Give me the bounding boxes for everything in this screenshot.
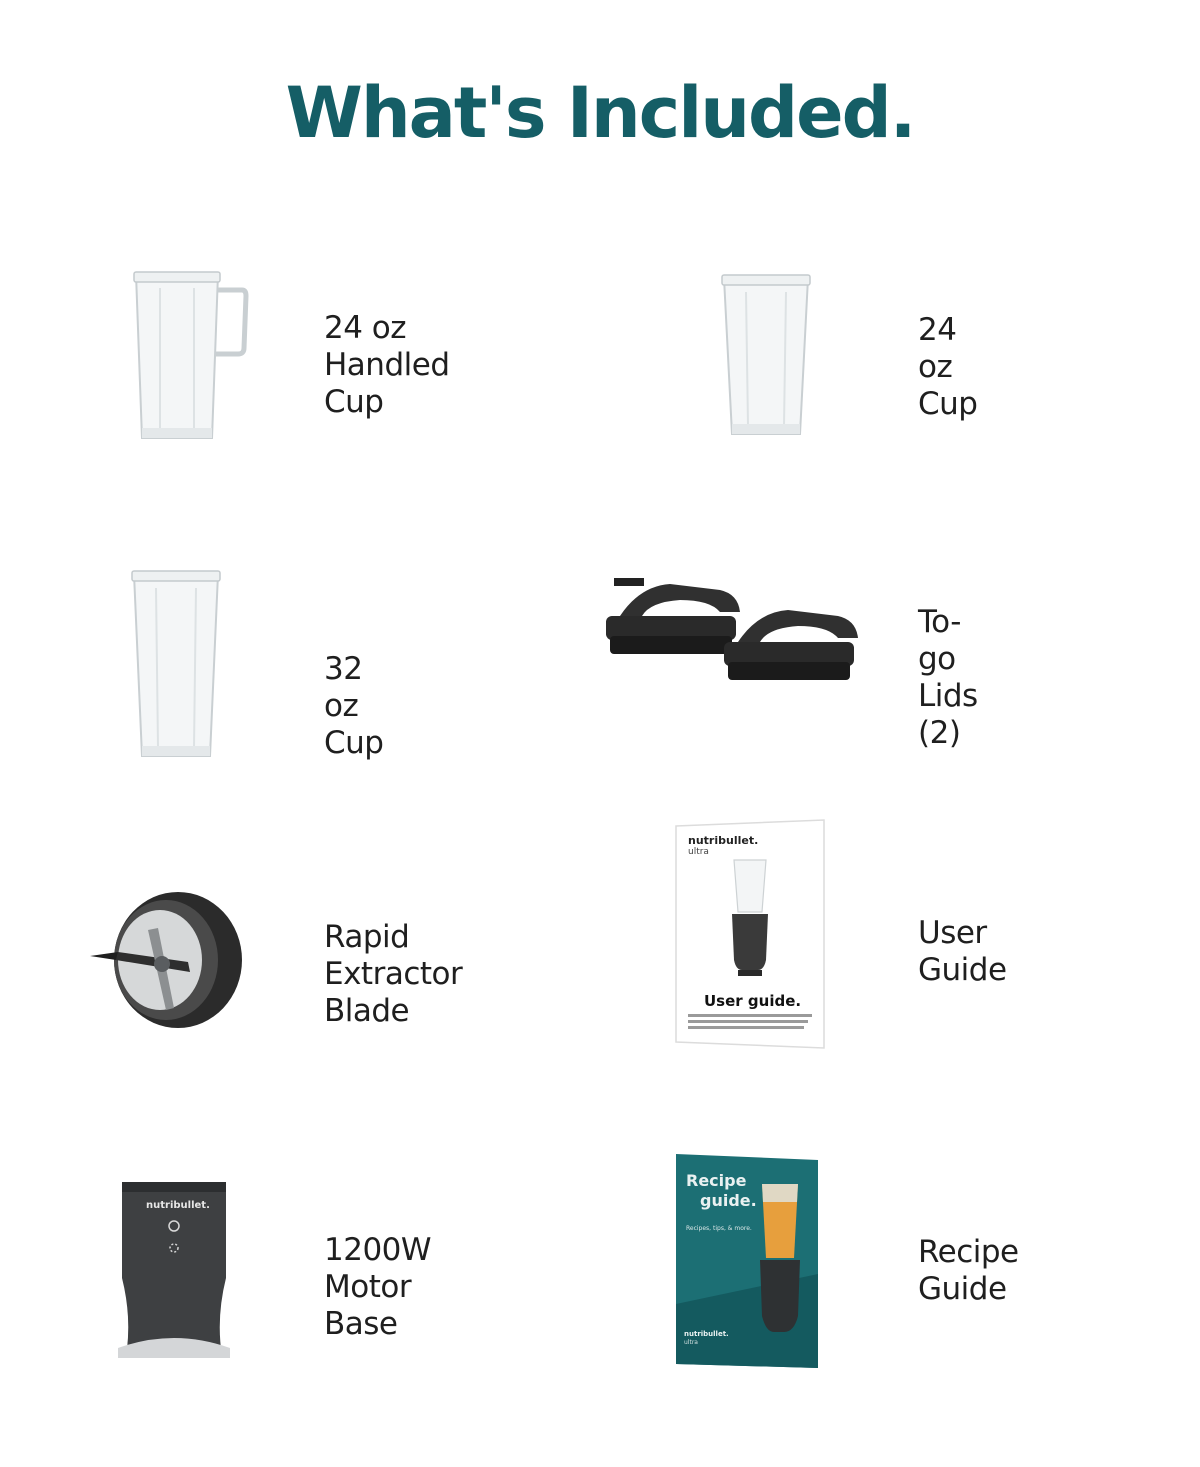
page-title: What's Included. xyxy=(285,72,915,154)
item-label: 24 oz Cup xyxy=(918,312,978,422)
motor-base-icon xyxy=(112,1178,236,1364)
item-label: 32 oz Cup xyxy=(324,651,384,761)
tall-cup-icon xyxy=(126,568,226,764)
motor-brand: nutribullet. xyxy=(146,1200,210,1211)
cup-icon xyxy=(716,272,816,442)
user-guide-model: ultra xyxy=(688,847,709,857)
recipe-brand: nutribullet. xyxy=(684,1330,729,1338)
recipe-subtitle: Recipes, tips, & more. xyxy=(686,1225,752,1232)
item-label: To-go Lids (2) xyxy=(918,604,978,751)
recipe-guide-icon xyxy=(676,1154,820,1370)
lids-icon xyxy=(600,572,870,682)
item-label: User Guide xyxy=(918,915,1007,988)
item-label: Recipe Guide xyxy=(918,1234,1019,1307)
recipe-heading-1: Recipe xyxy=(686,1171,747,1190)
item-label: Rapid Extractor Blade xyxy=(324,919,463,1029)
recipe-model: ultra xyxy=(684,1339,698,1346)
item-label: 24 oz Handled Cup xyxy=(324,310,450,420)
recipe-heading-2: guide. xyxy=(700,1191,757,1210)
user-guide-icon xyxy=(674,820,826,1050)
handled-cup-icon xyxy=(120,268,260,448)
blade-icon xyxy=(88,890,248,1040)
user-guide-brand: nutribullet. xyxy=(688,834,759,847)
item-label: 1200W Motor Base xyxy=(324,1232,432,1342)
user-guide-heading: User guide. xyxy=(704,992,802,1010)
